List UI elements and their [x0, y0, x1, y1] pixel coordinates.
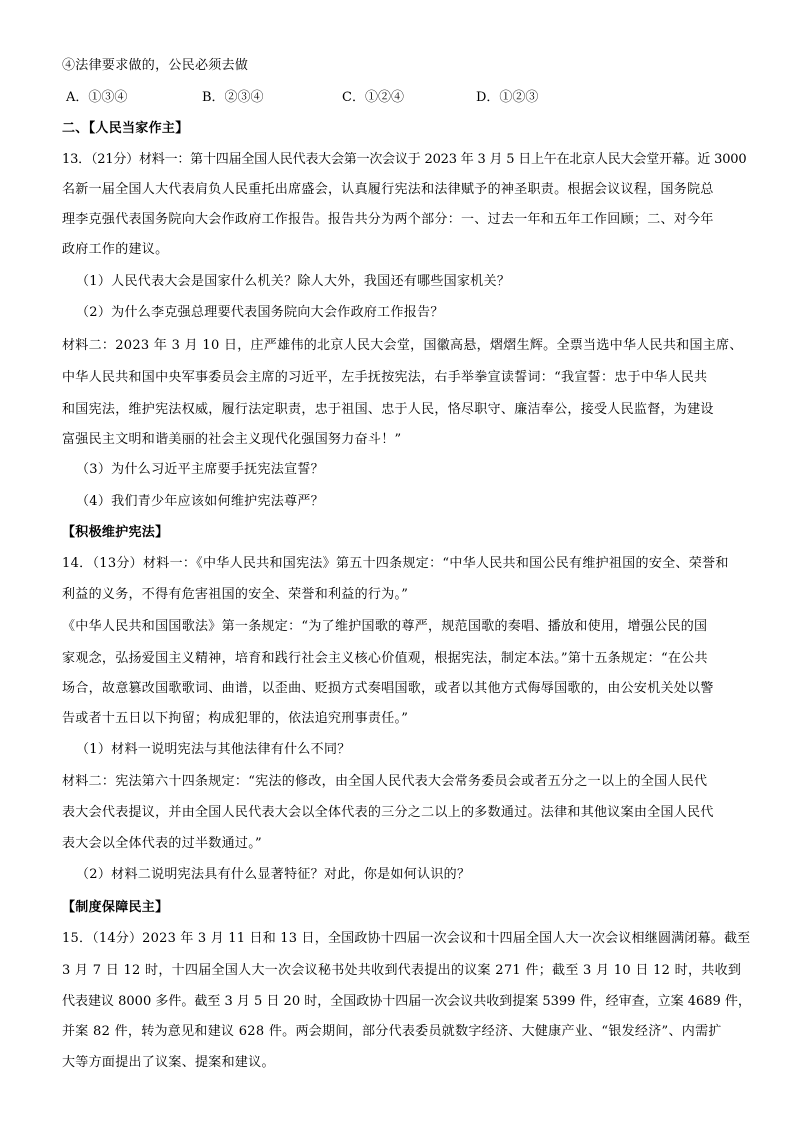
q13-line-2: 名新一届全国人大代表肩负人民重托出席盛会，认真履行宪法和法律赋予的神圣职责。根据会议议程，国务院总 — [62, 182, 714, 197]
q14-sub-question-2: （2）材料二说明宪法具有什么显著特征？对此，你是如何认识的？ — [76, 867, 471, 882]
q14-material2-line-3: 表大会以全体代表的过半数通过。” — [62, 836, 262, 851]
q14-sub-question-1: （1）材料一说明宪法与其他法律有什么不同？ — [76, 742, 351, 757]
q13-sub-question-1: （1）人民代表大会是国家什么机关？除人大外，我国还有哪些国家机关？ — [76, 274, 511, 289]
q15-line-4: 并案 82 件，转为意见和建议 628 件。两会期间，部分代表委员就数字经济、大健康产业、“银发经济”、内需扩 — [62, 1024, 722, 1039]
q13-material2-line-3: 和国宪法，维护宪法权威，履行法定职责，忠于祖国、忠于人民，恪尽职守、廉洁奉公，接受人民监督，为建设 — [62, 402, 714, 417]
q13-sub-question-3: （3）为什么习近平主席要手抚宪法宣誓？ — [76, 462, 324, 477]
q13-line-4: 政府工作的建议。 — [62, 242, 169, 257]
q14-material2-line-2: 表大会代表提议，并由全国人民代表大会以全体代表的三分之二以上的多数通过。法律和其他议案由全国人民代 — [62, 805, 714, 820]
q15-line-3: 代表建议 8000 多件。截至 3 月 5 日 20 时，全国政协十四届一次会议共收到提案 5399 件，经审查，立案 4689 件， — [62, 994, 751, 1009]
q13-sub-question-2: （2）为什么李克强总理要代表国务院向大会作政府工作报告？ — [76, 305, 444, 320]
q13-sub-question-4: （4）我们青少年应该如何维护宪法尊严？ — [76, 494, 324, 509]
q12-option-b: B．②③④ — [202, 90, 264, 105]
q14-line-5: 场合，故意篡改国歌歌词、曲谱，以歪曲、贬损方式奏唱国歌，或者以其他方式侮辱国歌的，由公安机关处以警 — [62, 681, 714, 696]
q14-line-6: 告或者十五日以下拘留；构成犯罪的，依法追究刑事责任。” — [62, 711, 409, 726]
q13-material2-line-2: 中华人民共和国中央军事委员会主席的习近平，左手抚按宪法，右手举拳宣读誓词：“我宣誓：忠于中华人民共 — [62, 370, 708, 385]
section-heading-constitution: 【积极维护宪法】 — [62, 525, 169, 540]
q12-option-a: A．①③④ — [66, 90, 128, 105]
q15-line-1: 15．（14分）2023 年 3 月 11 日和 13 日，全国政协十四届一次会议和十四届全国人大一次会议相继圆满闭幕。截至 — [62, 931, 751, 946]
q14-line-4: 家观念，弘扬爱国主义精神，培育和践行社会主义核心价值观，根据宪法，制定本法。”第十五条规定：“在公共 — [62, 651, 708, 666]
q14-material2-line-1: 材料二：宪法第六十四条规定：“宪法的修改，由全国人民代表大会常务委员会或者五分之一以上的全国人民代 — [62, 774, 708, 789]
q14-line-3: 《中华人民共和国国歌法》第一条规定：“为了维护国歌的尊严，规范国歌的奏唱、播放和使用，增强公民的国 — [62, 619, 708, 634]
q12-item-4: ④法律要求做的，公民必须去做 — [62, 58, 249, 73]
q13-material2-line-1: 材料二：2023 年 3 月 10 日，庄严雄伟的北京人民大会堂，国徽高悬，熠熠生辉。全票当选中华人民共和国主席、 — [62, 338, 743, 353]
q15-line-5: 大等方面提出了议案、提案和建议。 — [62, 1055, 275, 1070]
q14-line-2: 利益的义务，不得有危害祖国的安全、荣誉和利益的行为。” — [62, 587, 409, 602]
q13-line-1: 13．（21分）材料一：第十四届全国人民代表大会第一次会议于 2023 年 3 月 5 日上午在北京人民大会堂开幕。近 3000 — [62, 152, 747, 167]
q12-option-d: D．①②③ — [476, 90, 539, 105]
q13-material2-line-4: 富强民主文明和谐美丽的社会主义现代化强国努力奋斗！” — [62, 432, 402, 447]
q14-line-1: 14．（13分）材料一：《中华人民共和国宪法》第五十四条规定：“中华人民共和国公民有维护祖国的安全、荣誉和 — [62, 556, 729, 571]
q12-option-c: C．①②④ — [342, 90, 404, 105]
section-heading-democracy: 【制度保障民主】 — [62, 900, 169, 915]
q13-line-3: 理李克强代表国务院向大会作政府工作报告。报告共分为两个部分：一、过去一年和五年工作回顾；二、对今年 — [62, 212, 714, 227]
section-heading-people: 二、【人民当家作主】 — [62, 121, 189, 136]
q15-line-2: 3 月 7 日 12 时，十四届全国人大一次会议秘书处共收到代表提出的议案 271 件；截至 3 月 10 日 12 时，共收到 — [62, 963, 742, 978]
